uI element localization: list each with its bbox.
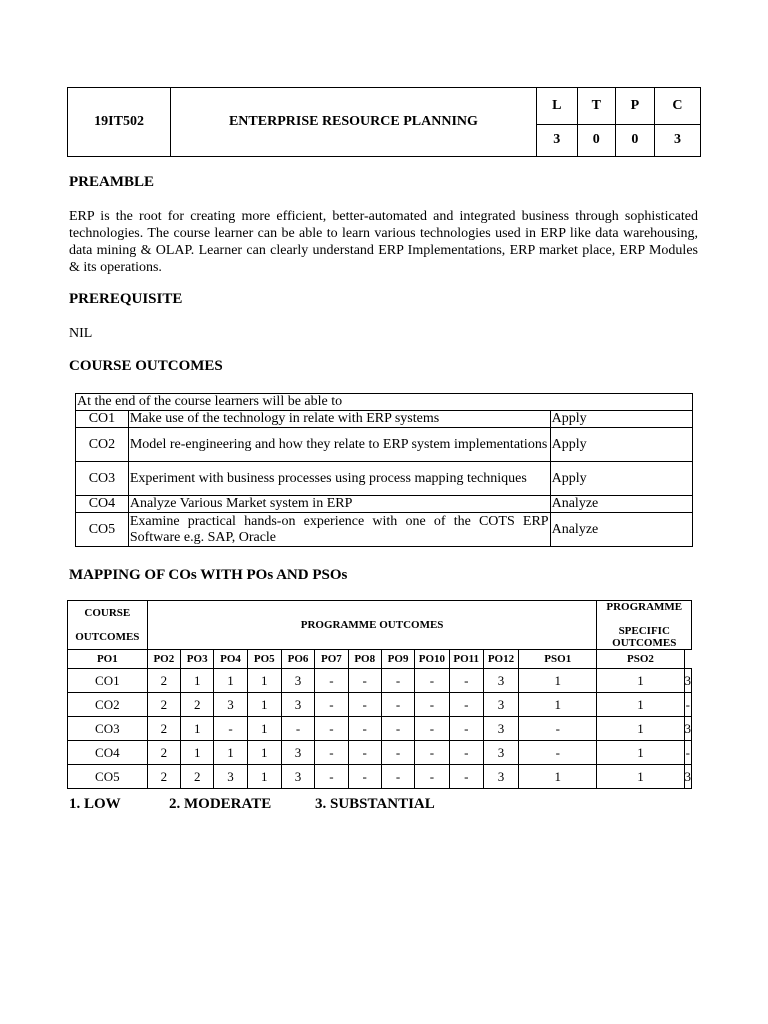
mapping-cell: -: [381, 693, 414, 717]
co-description: Examine practical hands-on experience with one of the COTS ERP Software e.g. SAP, Oracle: [129, 513, 549, 545]
co-description: Experiment with business processes using process mapping techniques: [128, 462, 550, 496]
table-row: [76, 496, 693, 513]
mapping-cell: 1: [597, 765, 684, 789]
legend-substantial: 3. SUBSTANTIAL: [315, 796, 435, 812]
course-outcomes-table: [75, 393, 693, 547]
course-label-line1: COURSE: [84, 607, 131, 619]
mapping-cell: 1: [597, 693, 684, 717]
mapping-cell: 2: [147, 693, 180, 717]
mapping-cell: -: [381, 741, 414, 765]
mapping-cell: -: [415, 693, 449, 717]
mapping-cell: 3: [281, 741, 314, 765]
table-row: [68, 717, 692, 741]
co-description: Model re-engineering and how they relate to ERP system implementations: [128, 428, 550, 462]
mapping-cell: -: [348, 765, 381, 789]
co-level: Apply: [550, 411, 692, 428]
course-outcomes-intro: At the end of the course learners will be able to: [76, 394, 693, 411]
column-header-po4: PO4: [214, 650, 247, 669]
row-co-label: CO3: [68, 717, 148, 741]
mapping-cell: -: [348, 741, 381, 765]
mapping-cell: 1: [597, 741, 684, 765]
column-header-po1: PO1: [68, 650, 148, 669]
column-header-po5: PO5: [247, 650, 281, 669]
credit-value-t: 0: [577, 124, 615, 156]
mapping-cell: 2: [147, 741, 180, 765]
course-label-line2: OUTCOMES: [75, 631, 140, 643]
programme-specific-outcomes-header: [597, 601, 692, 650]
column-header-po6: PO6: [281, 650, 314, 669]
mapping-cell: 1: [519, 669, 597, 693]
mapping-cell: 1: [214, 669, 247, 693]
mapping-cell: 1: [519, 693, 597, 717]
mapping-cell: -: [449, 693, 483, 717]
pso-label-line1: PROGRAMME: [606, 601, 683, 613]
mapping-cell: -: [415, 669, 449, 693]
column-header-po12: PO12: [483, 650, 518, 669]
mapping-cell: -: [281, 717, 314, 741]
co-code: CO1: [76, 411, 129, 428]
course-outcomes-heading: COURSE OUTCOMES: [69, 358, 223, 374]
mapping-cell: -: [415, 717, 449, 741]
mapping-cell: -: [381, 669, 414, 693]
table-row: [76, 462, 693, 496]
mapping-cell: -: [415, 741, 449, 765]
column-header-po7: PO7: [315, 650, 348, 669]
table-row: [68, 669, 692, 693]
table-row: [76, 513, 693, 547]
mapping-cell: 1: [597, 669, 684, 693]
mapping-table: [67, 600, 692, 789]
mapping-cell: 3: [684, 765, 692, 789]
mapping-cell: -: [519, 717, 597, 741]
credit-value-l: 3: [536, 124, 577, 156]
column-header-po8: PO8: [348, 650, 381, 669]
course-title: ENTERPRISE RESOURCE PLANNING: [171, 88, 537, 157]
mapping-cell: 3: [483, 741, 518, 765]
mapping-cell: -: [449, 765, 483, 789]
co-code: CO3: [76, 462, 129, 496]
credit-label-c: C: [654, 88, 700, 125]
mapping-cell: 1: [214, 741, 247, 765]
mapping-cell: 2: [147, 717, 180, 741]
credit-value-p: 0: [615, 124, 654, 156]
pso-label-line2: SPECIFIC OUTCOMES: [612, 625, 677, 649]
co-code: CO5: [76, 513, 129, 547]
mapping-cell: 3: [684, 717, 692, 741]
credit-label-t: T: [577, 88, 615, 125]
mapping-cell: 1: [519, 765, 597, 789]
mapping-cell: 3: [483, 669, 518, 693]
programme-outcomes-header: PROGRAMME OUTCOMES: [147, 601, 597, 650]
mapping-cell: -: [415, 765, 449, 789]
mapping-cell: 1: [181, 717, 214, 741]
mapping-cell: 1: [247, 669, 281, 693]
mapping-cell: 2: [181, 693, 214, 717]
mapping-cell: -: [449, 717, 483, 741]
mapping-cell: -: [449, 669, 483, 693]
mapping-cell: 3: [483, 693, 518, 717]
mapping-cell: 1: [247, 741, 281, 765]
column-header-pso2: PSO2: [597, 650, 684, 669]
row-co-label: CO1: [68, 669, 148, 693]
row-co-label: CO4: [68, 741, 148, 765]
course-outcomes-column-header: [68, 601, 148, 650]
mapping-cell: -: [315, 669, 348, 693]
co-level: Analyze: [550, 513, 692, 547]
table-row: [76, 411, 693, 428]
mapping-cell: 1: [247, 717, 281, 741]
mapping-cell: 2: [147, 765, 180, 789]
mapping-cell: 3: [684, 669, 692, 693]
mapping-cell: -: [381, 717, 414, 741]
credit-label-p: P: [615, 88, 654, 125]
co-level: Apply: [550, 428, 692, 462]
column-header-po3: PO3: [181, 650, 214, 669]
mapping-cell: -: [315, 765, 348, 789]
mapping-cell: -: [519, 741, 597, 765]
mapping-heading: MAPPING OF COs WITH POs AND PSOs: [69, 567, 348, 583]
mapping-cell: 1: [597, 717, 684, 741]
legend-moderate: 2. MODERATE: [169, 796, 272, 812]
mapping-cell: 2: [147, 669, 180, 693]
row-co-label: CO2: [68, 693, 148, 717]
mapping-cell: -: [214, 717, 247, 741]
column-header-po9: PO9: [381, 650, 414, 669]
co-code: CO2: [76, 428, 129, 462]
mapping-cell: -: [315, 693, 348, 717]
row-co-label: CO5: [68, 765, 148, 789]
column-header-po2: PO2: [147, 650, 180, 669]
mapping-cell: 3: [281, 693, 314, 717]
mapping-cell: 3: [483, 765, 518, 789]
mapping-cell: -: [684, 741, 692, 765]
mapping-cell: -: [315, 717, 348, 741]
mapping-cell: 2: [181, 765, 214, 789]
credit-label-l: L: [536, 88, 577, 125]
credit-value-c: 3: [654, 124, 700, 156]
co-code: CO4: [76, 496, 129, 513]
mapping-cell: -: [315, 741, 348, 765]
mapping-cell: -: [348, 717, 381, 741]
mapping-cell: 3: [281, 765, 314, 789]
mapping-cell: 1: [181, 669, 214, 693]
course-header-table: [67, 87, 701, 157]
table-row: [68, 741, 692, 765]
column-header-pso1: PSO1: [519, 650, 597, 669]
mapping-cell: 1: [181, 741, 214, 765]
course-code: 19IT502: [68, 88, 171, 157]
table-row: [68, 765, 692, 789]
mapping-cell: 1: [247, 765, 281, 789]
co-description: Analyze Various Market system in ERP: [128, 496, 550, 513]
prerequisite-text: NIL: [69, 326, 93, 341]
mapping-cell: -: [348, 693, 381, 717]
co-level: Analyze: [550, 496, 692, 513]
mapping-cell: 3: [281, 669, 314, 693]
column-header-po10: PO10: [415, 650, 449, 669]
mapping-cell: 3: [214, 693, 247, 717]
mapping-cell: -: [381, 765, 414, 789]
mapping-cell: -: [449, 741, 483, 765]
legend-low: 1. LOW: [69, 796, 121, 812]
mapping-cell: 3: [483, 717, 518, 741]
table-row: [76, 428, 693, 462]
co-description: Make use of the technology in relate with ERP systems: [128, 411, 550, 428]
po-header-row: [68, 650, 692, 669]
co-level: Apply: [550, 462, 692, 496]
preamble-text: ERP is the root for creating more efficient, better-automated and integrated business through sophisticated technologies. The course learner can be able to learn various technologies used in ERP like data warehousing, data mining & OLAP. Learner can clearly understand ERP Implementations, ERP market place, ERP Modules & its operations.: [69, 209, 698, 275]
column-header-po11: PO11: [449, 650, 483, 669]
prerequisite-heading: PREREQUISITE: [69, 291, 183, 307]
mapping-cell: -: [684, 693, 692, 717]
mapping-cell: 3: [214, 765, 247, 789]
mapping-cell: -: [348, 669, 381, 693]
table-row: [68, 693, 692, 717]
preamble-heading: PREAMBLE: [69, 174, 155, 190]
mapping-cell: 1: [247, 693, 281, 717]
